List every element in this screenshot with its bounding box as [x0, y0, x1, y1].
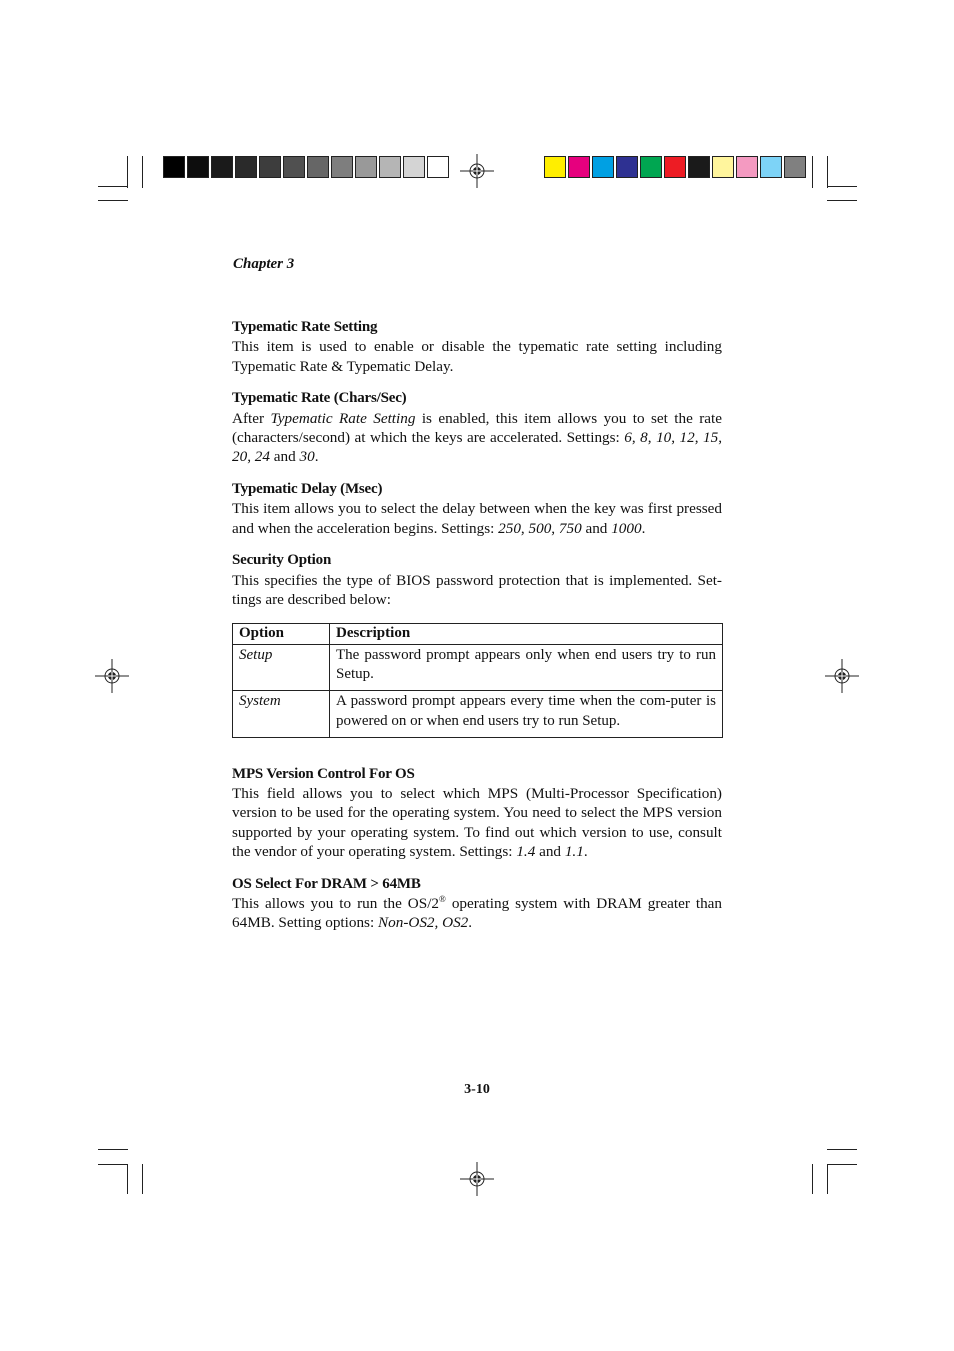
color-swatch	[640, 156, 662, 178]
section-body: This item is used to enable or disable the typematic rate setting including Typematic Rate & Typematic Delay.	[232, 338, 722, 375]
option-description: A password prompt appears every time when the com-puter is powered on or when end users try to run Setup.	[330, 691, 723, 738]
color-swatch	[235, 156, 257, 178]
color-swatch	[283, 156, 305, 178]
table-header-row	[233, 624, 723, 644]
color-swatch	[403, 156, 425, 178]
color-swatch	[307, 156, 329, 178]
section-title: Typematic Delay (Msec)	[232, 481, 383, 498]
security-option-table	[232, 623, 723, 737]
crop-mark	[142, 156, 143, 188]
color-swatch	[187, 156, 209, 178]
section-body: This specifies the type of BIOS password protection that is implemented. Set-tings are described below:	[232, 571, 722, 609]
color-swatch	[355, 156, 377, 178]
table-row	[233, 644, 723, 691]
column-header-description: Description	[330, 624, 723, 644]
crop-mark	[98, 200, 128, 201]
table-row	[233, 691, 723, 738]
color-swatch	[592, 156, 614, 178]
crop-mark	[98, 1149, 128, 1150]
section-typematic-rate-setting	[232, 318, 722, 376]
crop-mark	[827, 156, 828, 188]
crop-mark	[98, 186, 128, 187]
section-body: This field allows you to select which MPS (Multi-Processor Specification) version to be used for the operating system. You need to select the MPS version supported by your operating system. To find out which version to use, consult the vendor of your operating system. Settings: 1.4 and 1.1.	[232, 785, 722, 861]
color-swatch	[712, 156, 734, 178]
registration-mark-icon	[460, 154, 494, 188]
color-swatch	[211, 156, 233, 178]
color-swatch	[688, 156, 710, 178]
color-swatch	[616, 156, 638, 178]
section-typematic-delay	[232, 480, 722, 538]
crop-mark	[98, 1164, 128, 1165]
color-swatch	[544, 156, 566, 178]
column-header-option: Option	[233, 624, 330, 644]
section-typematic-rate	[232, 389, 722, 466]
option-description: The password prompt appears only when end users try to run Setup.	[330, 644, 723, 691]
color-swatch	[784, 156, 806, 178]
color-swatch	[163, 156, 185, 178]
chapter-heading: Chapter 3	[233, 256, 295, 272]
color-swatch	[259, 156, 281, 178]
color-swatch	[760, 156, 782, 178]
crop-mark	[127, 156, 128, 188]
crop-mark	[127, 1164, 128, 1194]
section-body: This allows you to run the OS/2® operating system with DRAM greater than 64MB. Setting options: Non-OS2, OS2.	[232, 894, 722, 932]
section-body: This item allows you to select the delay between when the key was first pressed and when the acceleration begins. Settings: 250, 500, 750 and 1000.	[232, 500, 722, 537]
page-number: 3-10	[464, 1082, 490, 1097]
main-content	[232, 318, 722, 946]
color-swatch	[664, 156, 686, 178]
option-name: System	[233, 691, 330, 738]
section-security-option	[232, 551, 722, 609]
crop-mark	[827, 186, 857, 187]
section-os-select	[232, 875, 722, 933]
crop-mark	[142, 1164, 143, 1194]
color-swatch	[331, 156, 353, 178]
grayscale-color-bar	[163, 156, 451, 178]
option-name: Setup	[233, 644, 330, 691]
color-swatch	[427, 156, 449, 178]
section-body: After Typematic Rate Setting is enabled, this item allows you to set the rate (characters/second) at which the keys are accelerated. Settings: 6, 8, 10, 12, 15, 20, 24 and 30.	[232, 409, 723, 466]
crop-mark	[812, 156, 813, 188]
crop-mark	[827, 1164, 828, 1194]
section-mps-version	[232, 765, 722, 861]
section-title: Typematic Rate Setting	[232, 319, 378, 335]
color-swatch	[568, 156, 590, 178]
cmyk-color-bar	[544, 156, 808, 178]
section-title: Typematic Rate (Chars/Sec)	[232, 390, 407, 407]
registration-mark-icon	[95, 659, 129, 693]
crop-mark	[827, 200, 857, 201]
section-title: Security Option	[232, 552, 332, 569]
registration-mark-icon	[460, 1162, 494, 1196]
crop-mark	[827, 1149, 857, 1150]
section-title: OS Select For DRAM > 64MB	[232, 875, 421, 892]
color-swatch	[379, 156, 401, 178]
section-title: MPS Version Control For OS	[232, 765, 415, 782]
crop-mark	[827, 1164, 857, 1165]
registration-mark-icon	[825, 659, 859, 693]
crop-mark	[812, 1164, 813, 1194]
color-swatch	[736, 156, 758, 178]
